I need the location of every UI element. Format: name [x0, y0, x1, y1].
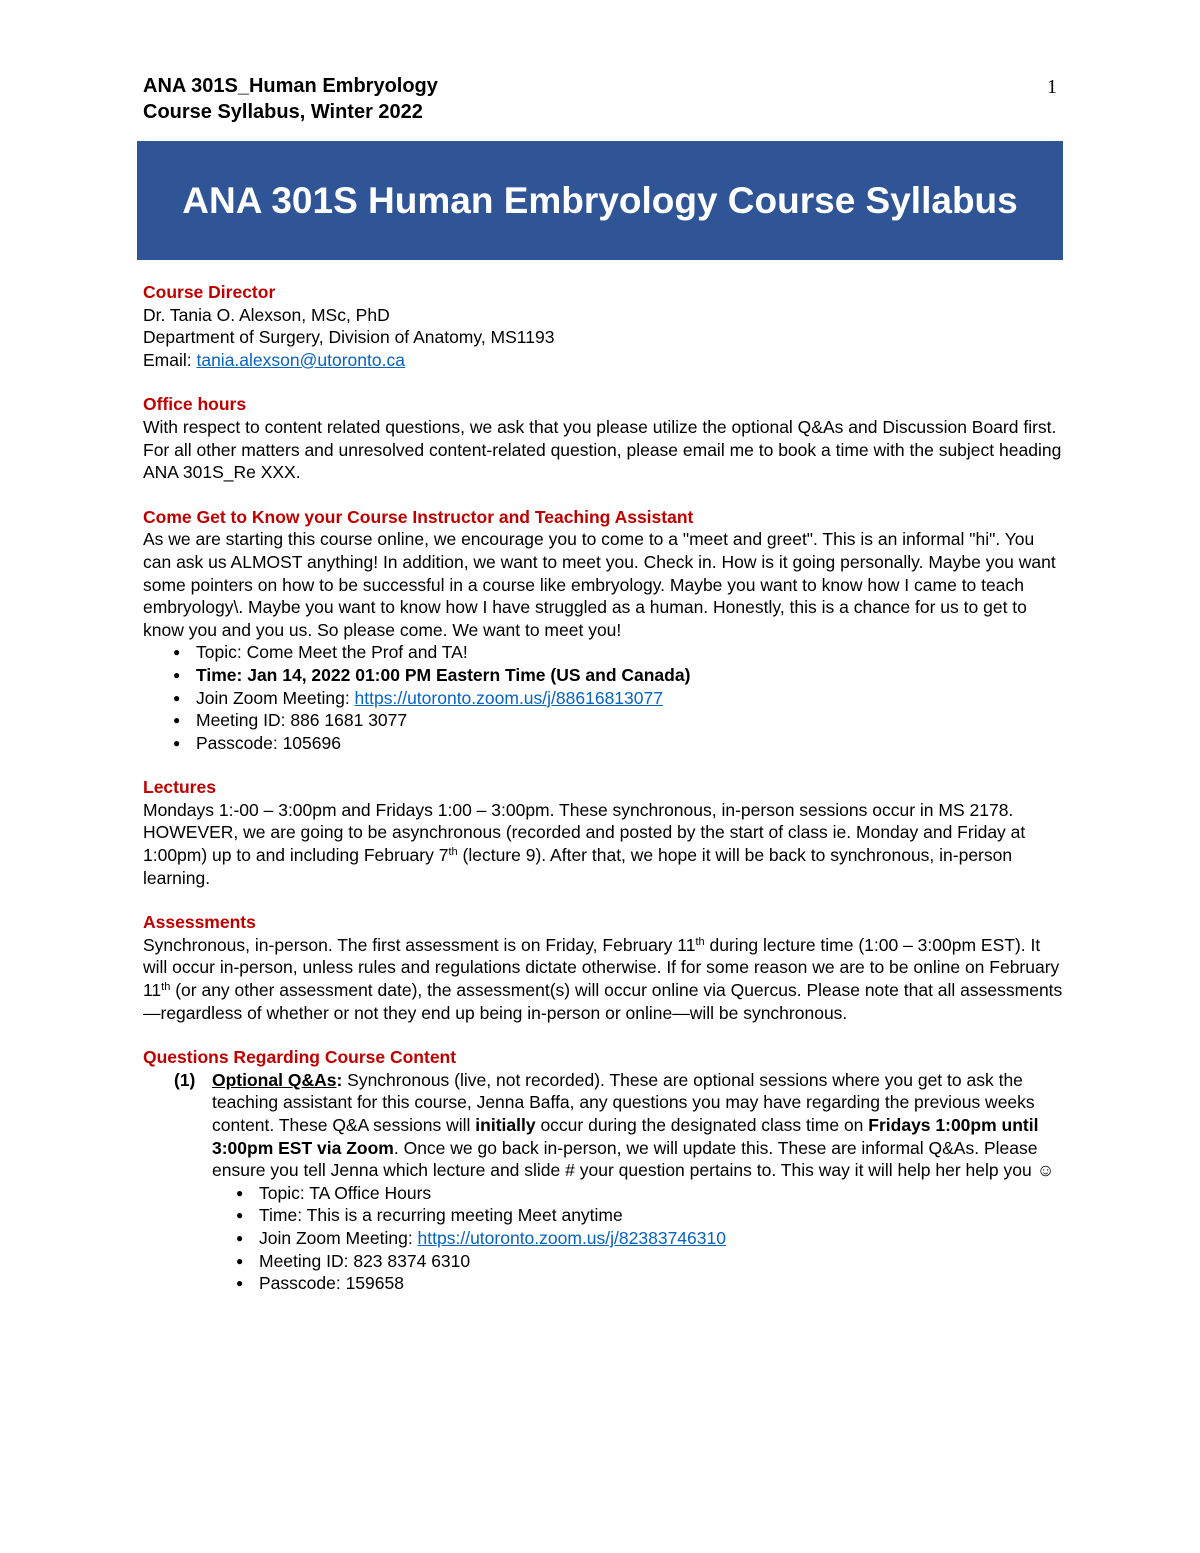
- banner-title: ANA 301S Human Embryology Course Syllabus: [182, 179, 1018, 221]
- meet-zoom-link[interactable]: https://utoronto.zoom.us/j/88616813077: [354, 687, 663, 708]
- qas-text-a: Synchronous (live, not recorded). These are optional sessions where you get to ask the teaching assistant for this course, Jenna Baffa, any questions you may have regarding the previous weeks content. These Q&A sessions will: [212, 1069, 1035, 1135]
- qas-bold-b: Fridays 1:00pm until 3:00pm EST via Zoom: [212, 1115, 1039, 1158]
- director-email-link[interactable]: tania.alexson@utoronto.ca: [196, 349, 405, 370]
- item-number: (1): [174, 1069, 196, 1090]
- meet-topic: ● Topic: Come Meet the Prof and TA!: [173, 641, 1063, 664]
- ta-zoom-item: [236, 1227, 1063, 1250]
- meet-time: ● Time: Jan 14, 2022 01:00 PM Eastern Time (US and Canada): [173, 664, 1063, 687]
- qas-text-b: occur during the designated class time on: [535, 1115, 869, 1135]
- section-heading-questions: Questions Regarding Course Content: [143, 1047, 457, 1068]
- ta-time: ● Time: This is a recurring meeting Meet anytime: [236, 1204, 1063, 1227]
- section-heading-lectures: Lectures: [143, 777, 216, 798]
- assessments-text-c: (or any other assessment date), the assessment(s) will occur online via Quercus. Please note that all assessments—regardless of whether or not they end up being in-person or online—will be synchronous.: [143, 980, 1063, 1023]
- assessments-text: [143, 934, 1063, 1024]
- section-heading-course-director: Course Director: [143, 282, 276, 302]
- assessments-sup-2: th: [161, 981, 171, 994]
- lectures-section: [143, 776, 1063, 889]
- optional-qas-text: [212, 1069, 1063, 1182]
- header-course-title: ANA 301S_Human Embryology: [143, 75, 438, 97]
- section-heading-meet-and-greet: Come Get to Know your Course Instructor and Teaching Assistant: [143, 506, 694, 527]
- office-hours-text: With respect to content related questions, we ask that you please utilize the optional Q&As and Discussion Board first. For all other matters and unresolved content-related question, please email me to book a time with the subject heading ANA 301S_Re XXX.: [143, 416, 1062, 483]
- office-hours-section: [143, 393, 1063, 483]
- title-banner: [137, 141, 1063, 260]
- ta-meeting-id: ● Meeting ID: 823 8374 6310: [236, 1250, 1063, 1273]
- assessments-text-b: during lecture time (1:00 – 3:00pm EST). It will occur in-person, unless rules and regulations dictate otherwise. If for some reason we are to be online on February 11: [143, 934, 1060, 1001]
- page-number: 1: [1047, 76, 1057, 98]
- section-heading-office-hours: Office hours: [143, 394, 247, 415]
- course-director-section: [143, 281, 1063, 371]
- optional-qas-colon: :: [336, 1069, 348, 1090]
- assessments-sup-1: th: [695, 935, 705, 948]
- meet-zoom-item: [173, 687, 1063, 710]
- running-header: [143, 73, 438, 125]
- assessments-section: [143, 911, 1063, 1024]
- meet-meeting-id: ● Meeting ID: 886 1681 3077: [173, 709, 1063, 732]
- meet-and-greet-text: As we are starting this course online, we encourage you to come to a "meet and greet". This is an informal "hi". You can ask us ALMOST anything! In addition, we want to meet you. Check in. How is it going personally. Maybe you want some pointers on how to be successful in a course like embryology. Maybe you want to know how I came to teach embryology\. Maybe you want to know how I have struggled as a human. Honestly, this is a chance for us to get to know you and you us. So please come. We want to meet you!: [143, 529, 1056, 640]
- director-department: Department of Surgery, Division of Anatomy, MS1193: [143, 327, 555, 348]
- qas-text-c: . Once we go back in-person, we will update this. These are informal Q&As. Please ensure you tell Jenna which lecture and slide # your question pertains to. This way it will help her help you ☺: [212, 1137, 1055, 1181]
- lectures-text: [143, 799, 1063, 889]
- lectures-sup: th: [448, 846, 458, 859]
- questions-section: [143, 1046, 1063, 1295]
- ta-zoom-link[interactable]: https://utoronto.zoom.us/j/82383746310: [417, 1227, 726, 1248]
- lectures-text-a: Mondays 1:-00 – 3:00pm and Fridays 1:00 – 3:00pm. These synchronous, in-person sessions occur in MS 2178. HOWEVER, we are going to be asynchronous (recorded and posted by the start of class ie. Monday and Friday at 1:00pm) up to and including February 7: [143, 799, 1026, 866]
- ta-zoom-label: Join Zoom Meeting:: [259, 1227, 418, 1248]
- lectures-text-b: (lecture 9). After that, we hope it will be back to synchronous, in-person learning.: [143, 845, 1013, 888]
- numbered-item-optional-qas: [143, 1069, 1063, 1295]
- email-label: Email:: [143, 349, 197, 370]
- optional-qas-title: Optional Q&As: [212, 1069, 337, 1090]
- meet-details-list: [143, 641, 1063, 754]
- ta-passcode: ● Passcode: 159658: [236, 1272, 1063, 1295]
- meet-and-greet-section: [143, 506, 1063, 755]
- qas-bold-a: initially: [475, 1115, 536, 1135]
- assessments-text-a: Synchronous, in-person. The first assessment is on Friday, February 11: [143, 934, 696, 955]
- meet-passcode: ● Passcode: 105696: [173, 732, 1063, 755]
- section-heading-assessments: Assessments: [143, 912, 256, 933]
- header-syllabus-term: Course Syllabus, Winter 2022: [143, 101, 423, 123]
- ta-topic: ● Topic: TA Office Hours: [236, 1182, 1063, 1205]
- director-email-line: [143, 349, 1063, 372]
- document-body: [143, 281, 1063, 1317]
- zoom-label: Join Zoom Meeting:: [196, 687, 355, 708]
- ta-details-list: [212, 1182, 1063, 1295]
- director-name: Dr. Tania O. Alexson, MSc, PhD: [143, 304, 390, 325]
